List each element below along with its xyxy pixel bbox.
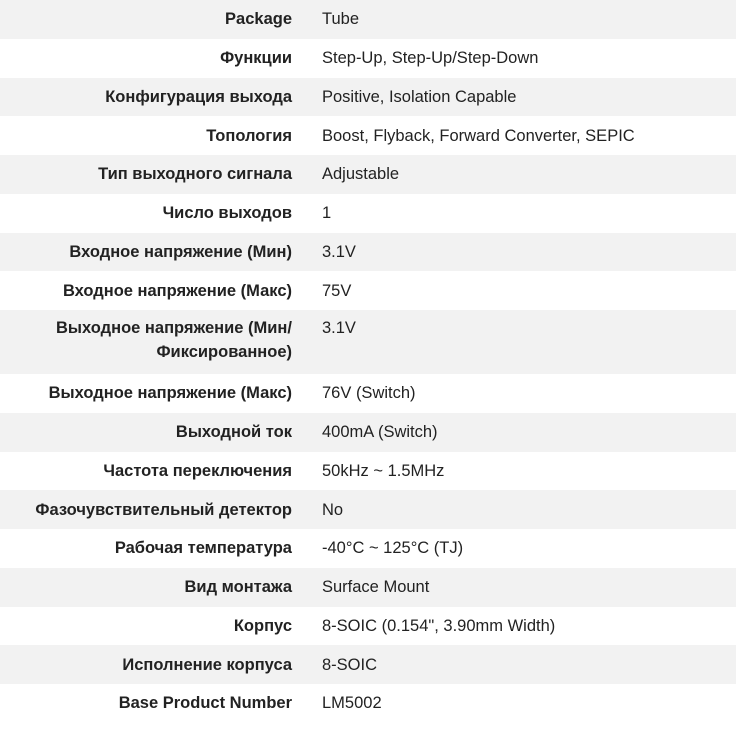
spec-value: 3.1V [305,233,736,272]
spec-label: Частота переключения [0,452,305,491]
spec-value: Boost, Flyback, Forward Converter, SEPIC [305,116,736,155]
spec-value: 3.1V [305,310,736,374]
spec-row [0,271,736,310]
spec-value: LM5002 [305,684,736,723]
spec-label: Вид монтажа [0,568,305,607]
spec-value: 400mA (Switch) [305,413,736,452]
spec-label: Число выходов [0,194,305,233]
spec-label: Выходное напряжение (Макс) [0,374,305,413]
spec-row [0,116,736,155]
spec-value: 8-SOIC [305,645,736,684]
spec-value: 75V [305,271,736,310]
spec-row [0,155,736,194]
spec-row [0,568,736,607]
spec-value: 50kHz ~ 1.5MHz [305,452,736,491]
spec-row [0,529,736,568]
spec-row [0,684,736,723]
spec-row [0,233,736,272]
spec-label: Тип выходного сигнала [0,155,305,194]
spec-label: Конфигурация выхода [0,78,305,117]
spec-row [0,39,736,78]
spec-label: Выходной ток [0,413,305,452]
spec-row [0,490,736,529]
spec-label: Функции [0,39,305,78]
spec-label: Рабочая температура [0,529,305,568]
spec-label: Входное напряжение (Макс) [0,271,305,310]
spec-value: No [305,490,736,529]
spec-row [0,374,736,413]
spec-row [0,310,736,374]
spec-row [0,452,736,491]
spec-value: Tube [305,0,736,39]
spec-label: Исполнение корпуса [0,645,305,684]
spec-row [0,645,736,684]
spec-value: -40°C ~ 125°C (TJ) [305,529,736,568]
spec-value: Adjustable [305,155,736,194]
spec-value: 76V (Switch) [305,374,736,413]
spec-value: 8-SOIC (0.154", 3.90mm Width) [305,607,736,646]
spec-label: Фазочувствительный детектор [0,490,305,529]
spec-label: Base Product Number [0,684,305,723]
spec-value: Surface Mount [305,568,736,607]
spec-row [0,0,736,39]
spec-label: Топология [0,116,305,155]
spec-value: 1 [305,194,736,233]
spec-row [0,194,736,233]
spec-row [0,607,736,646]
spec-label: Корпус [0,607,305,646]
spec-row [0,413,736,452]
spec-label: Выходное напряжение (Мин/ Фиксированное) [0,310,305,374]
spec-value: Step-Up, Step-Up/Step-Down [305,39,736,78]
spec-row [0,78,736,117]
spec-value: Positive, Isolation Capable [305,78,736,117]
spec-label: Package [0,0,305,39]
spec-label: Входное напряжение (Мин) [0,233,305,272]
